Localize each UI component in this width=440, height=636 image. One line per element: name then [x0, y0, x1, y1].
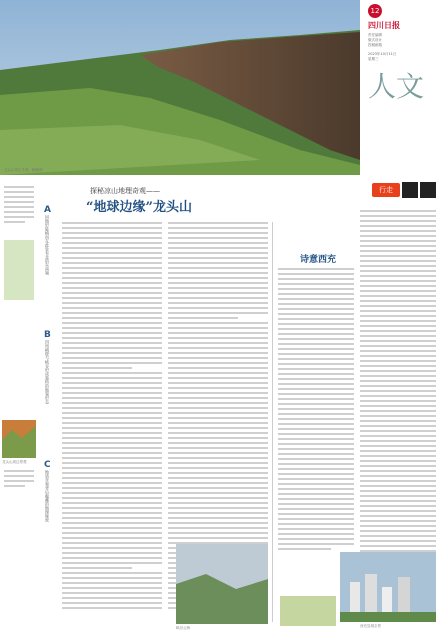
sidebar-lower-lines	[4, 470, 34, 490]
label-c-text: 地质奇观背后蕴藏的地理秘密	[45, 470, 50, 522]
poem-col-2	[360, 210, 436, 560]
masthead	[368, 4, 434, 102]
sidebar-illustration	[4, 240, 34, 300]
qr-code-icon	[402, 182, 418, 198]
side-caption-1: 龙头山周边景观	[2, 460, 27, 464]
label-b-letter: B	[44, 330, 51, 340]
photo-city	[340, 552, 436, 622]
weekday: 星期三	[368, 57, 379, 61]
info-email: 投稿邮箱	[368, 43, 382, 47]
body-col-1	[62, 222, 162, 612]
photo-canyon	[176, 544, 268, 624]
label-c-letter: C	[44, 460, 51, 470]
photo-field	[280, 596, 336, 626]
section-label-a	[44, 205, 56, 310]
date-line: 2023年10月11日	[368, 52, 397, 56]
photo-city-caption: 西充县城全景	[360, 624, 381, 628]
section-title: 人文	[368, 70, 425, 103]
hero-caption: 龙头山景区外观，俯瞰图	[4, 168, 43, 172]
poem-col-1	[278, 268, 354, 553]
label-b-text: 四周峭壁与峡谷形成独特的地貌形态	[45, 340, 50, 404]
label-a-letter: A	[44, 205, 51, 215]
page-number: 12	[368, 4, 382, 18]
qr-code-icon-2	[420, 182, 436, 198]
column-divider	[272, 222, 273, 622]
section-label-b	[44, 330, 56, 435]
label-a-text: 因地形陡峭而在此处有北的东南端	[45, 215, 50, 275]
article-kicker: 探秘凉山地理奇观——	[90, 187, 160, 195]
info-editor: 责任编辑	[368, 33, 382, 37]
section-subtitle: 行走	[372, 183, 400, 197]
article-headline: “地球边缘”龙头山	[86, 200, 192, 215]
hero-photo	[0, 0, 360, 175]
section-label-c	[44, 460, 56, 565]
side-photo-1	[2, 420, 36, 458]
photo-canyon-caption: 峡谷云海	[176, 626, 190, 630]
paper-name: 四川日报	[368, 20, 400, 30]
info-design: 版式设计	[368, 38, 382, 42]
poem-title: 诗意西充	[300, 255, 337, 265]
